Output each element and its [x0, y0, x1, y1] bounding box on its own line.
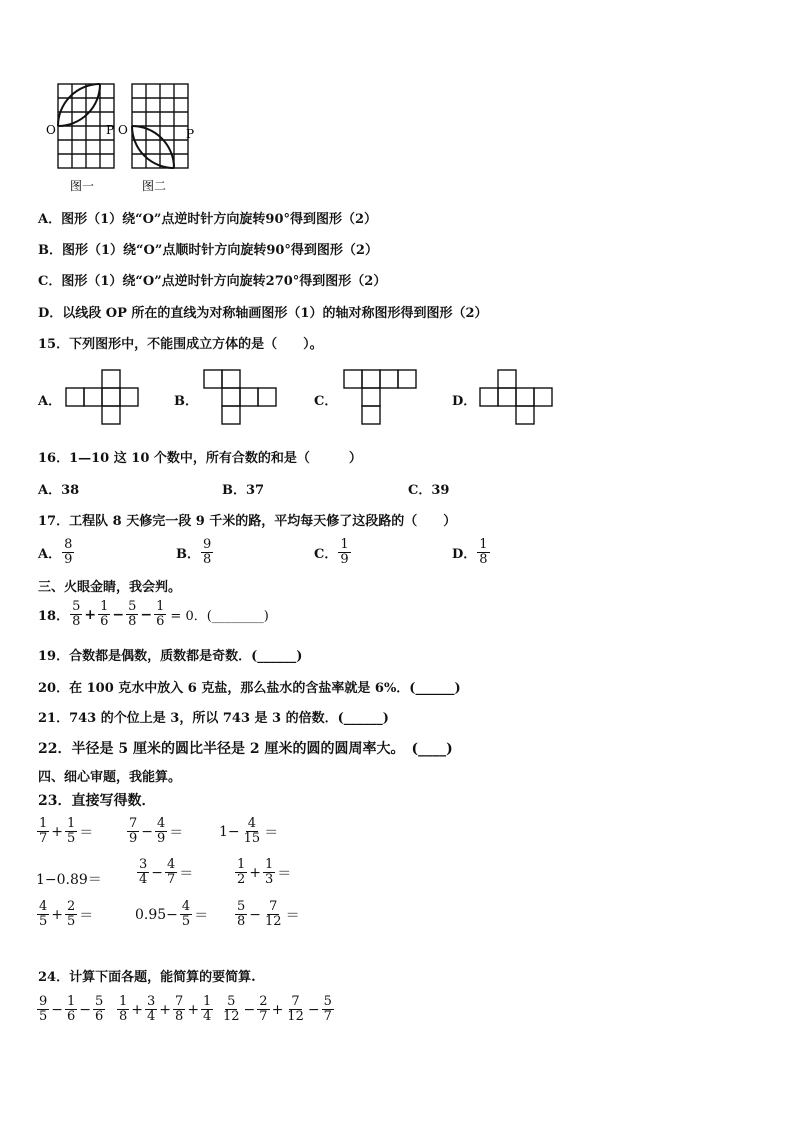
q15-question: 15．下列图形中，不能围成立方体的是（ ）。	[38, 337, 323, 352]
q15-net-a	[64, 368, 144, 426]
q23-r3-b: 0.95− $\frac{4}{5}$ ＝	[135, 899, 209, 929]
frac-denominator: 8	[203, 552, 212, 567]
q16-option-b: B．37	[222, 483, 265, 498]
q17-label-b: B．	[176, 547, 200, 562]
q17-option-b	[176, 538, 214, 567]
frac-numerator: 9	[203, 537, 212, 552]
q20: 20．在 100 克水中放入 6 克盐，那么盐水的含盐率就是 6%．(______)	[38, 681, 461, 696]
q15-label-d: D．	[452, 394, 477, 409]
fig2-caption: 图二	[142, 179, 167, 193]
q23-title: 23．直接写得数．	[38, 793, 156, 809]
section-4-heading: 四、细心审题，我能算。	[38, 770, 182, 785]
q15-net-b	[202, 368, 282, 426]
q16-option-a: A．38	[38, 483, 80, 498]
q17-option-c	[314, 538, 352, 567]
figure2-grid	[132, 84, 188, 168]
frac-numerator: 1	[340, 537, 349, 552]
section-3-heading: 三、火眼金睛，我会判。	[38, 580, 182, 595]
q19: 19．合数都是偶数，质数都是奇数．(______)	[38, 649, 303, 664]
q15-net-c	[342, 368, 422, 430]
fig2-point-o: O	[118, 123, 128, 137]
q14-option-d: D．以线段 OP 所在的直线为对称轴画图形（1）的轴对称图形得到图形（2）	[38, 306, 488, 321]
q23-r3-a: $\frac{4}{5}$ + $\frac{2}{5}$ ＝	[39, 899, 94, 929]
q15-net-d	[478, 368, 558, 426]
q23-r2-b: $\frac{3}{4}$ − $\frac{4}{7}$ ＝	[139, 857, 194, 887]
frac-numerator: 1	[479, 537, 488, 552]
q17-option-d	[452, 538, 491, 567]
q17-label-a: A．	[38, 547, 62, 562]
fig2-point-p: P	[186, 127, 195, 141]
q14-option-b: B．图形（1）绕“O”点顺时针方向旋转90°得到图形（2）	[38, 243, 378, 258]
q24-expr-1: $\frac{9}{5}$ − $\frac{1}{6}$ − $\frac{5}{6}$	[39, 994, 104, 1024]
q18: 18． $\frac{5}{8}$ + $\frac{1}{6}$ − $\frac{5}{8}$ − $\frac{1}{6}$ = 0．(________)	[38, 599, 269, 629]
q17-question: 17．工程队 8 天修完一段 9 千米的路，平均每天修了这段路的（ ）	[38, 514, 457, 529]
q18-tail: = 0．(________)	[170, 609, 269, 624]
q17-label-c: C．	[314, 547, 338, 562]
q17-option-a	[38, 538, 75, 567]
q21: 21．743 的个位上是 3，所以 743 是 3 的倍数．(______)	[38, 711, 389, 726]
fig1-point-p: P	[106, 123, 115, 137]
q23-r1-c: 1− $\frac{4}{15}$ ＝	[219, 816, 279, 846]
rotation-figures	[40, 80, 210, 195]
q24-title: 24．计算下面各题，能简算的要简算.	[38, 970, 256, 985]
frac-denominator: 9	[64, 552, 73, 567]
q23-r1-a: $\frac{1}{7}$ + $\frac{1}{5}$ ＝	[39, 816, 94, 846]
q15-label-a: A．	[38, 394, 62, 409]
q23-r1-b: $\frac{7}{9}$ − $\frac{4}{9}$ ＝	[129, 816, 184, 846]
q18-label: 18．	[38, 609, 70, 624]
frac-denominator: 8	[479, 552, 488, 567]
q23-r2-c: $\frac{1}{2}$ + $\frac{1}{3}$ ＝	[237, 857, 292, 887]
q24-expr-3: $\frac{5}{12}$ − $\frac{2}{7}$ + $\frac{7}{12}$ − $\frac{5}{7}$	[223, 994, 332, 1024]
q24-expr-2: $\frac{1}{8}$ + $\frac{3}{4}$ + $\frac{7}{8}$ + $\frac{1}{4}$	[119, 994, 212, 1024]
q23-r2-a: 1−0.89＝	[36, 872, 102, 888]
q17-label-d: D．	[452, 547, 477, 562]
q15-label-c: C．	[314, 394, 338, 409]
q22: 22．半径是 5 厘米的圆比半径是 2 厘米的圆的圆周率大。 (____)	[38, 741, 453, 757]
fig1-caption: 图一	[70, 179, 95, 193]
q14-option-c: C．图形（1）绕“O”点逆时针方向旋转270°得到图形（2）	[38, 274, 387, 289]
frac-numerator: 8	[64, 537, 73, 552]
q16-option-c: C．39	[408, 483, 450, 498]
q16-question: 16．1—10 这 10 个数中，所有合数的和是（ ）	[38, 451, 362, 466]
q15-label-b: B．	[174, 394, 198, 409]
frac-denominator: 9	[340, 552, 349, 567]
q14-option-a: A．图形（1）绕“O”点逆时针方向旋转90°得到图形（2）	[38, 212, 378, 227]
fig1-point-o: O	[46, 123, 56, 137]
q23-r3-c: $\frac{5}{8}$ − $\frac{7}{12}$ ＝	[237, 899, 300, 929]
